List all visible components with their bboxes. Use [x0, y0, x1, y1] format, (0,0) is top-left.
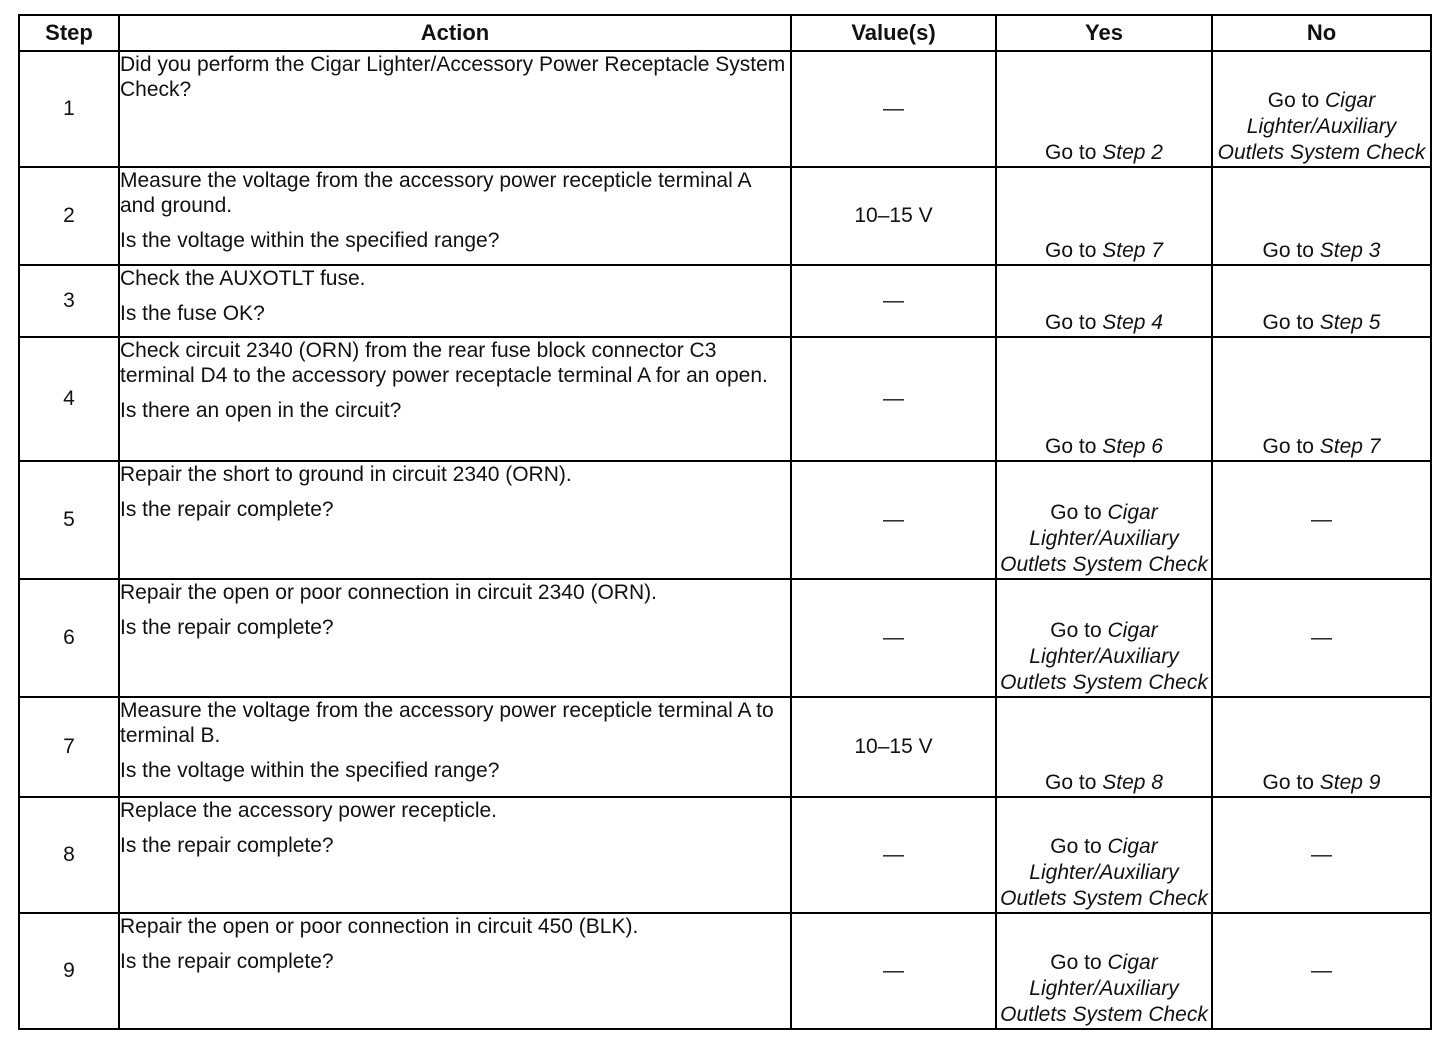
go-to-target-link[interactable]: Step 7	[1319, 435, 1381, 458]
value-cell: 10–15 V	[791, 697, 996, 797]
yes-result	[996, 697, 1212, 797]
go-to-label: Go to	[1262, 311, 1314, 334]
action-cell	[119, 265, 791, 337]
value-cell: —	[791, 797, 996, 913]
action-question: Is there an open in the circuit?	[120, 399, 402, 422]
yes-result	[996, 167, 1212, 265]
header-action: Action	[119, 15, 791, 51]
no-result	[1212, 265, 1431, 337]
table-row	[19, 579, 1431, 697]
value-cell: —	[791, 913, 996, 1029]
go-to-label: Go to	[1262, 435, 1314, 458]
action-cell	[119, 461, 791, 579]
go-to-label: Go to	[1045, 435, 1097, 458]
table-row	[19, 797, 1431, 913]
go-to-target-link[interactable]: Step 8	[1102, 771, 1163, 794]
action-question: Is the repair complete?	[120, 834, 334, 857]
action-text: Check the AUXOTLT fuse.	[120, 267, 366, 290]
no-result	[1212, 913, 1431, 1029]
go-to-target-link[interactable]: Step 3	[1319, 239, 1381, 262]
step-number: 9	[19, 913, 119, 1029]
go-to-target-link[interactable]: Cigar Lighter/Auxiliary Outlets System Check	[1000, 951, 1208, 1026]
go-to-label: Go to	[1262, 239, 1314, 262]
yes-result	[996, 265, 1212, 337]
action-text: Measure the voltage from the accessory power recepticle terminal A and ground.	[120, 169, 751, 217]
header-step: Step	[19, 15, 119, 51]
step-number: 8	[19, 797, 119, 913]
no-result	[1212, 167, 1431, 265]
header-no: No	[1212, 15, 1431, 51]
value-cell: 10–15 V	[791, 167, 996, 265]
value-cell: —	[791, 337, 996, 461]
no-result	[1212, 461, 1431, 579]
table-row	[19, 167, 1431, 265]
action-cell	[119, 697, 791, 797]
step-number: 2	[19, 167, 119, 265]
action-cell	[119, 579, 791, 697]
header-yes: Yes	[996, 15, 1212, 51]
action-cell	[119, 337, 791, 461]
step-number: 5	[19, 461, 119, 579]
action-question: Is the repair complete?	[120, 950, 334, 973]
action-cell	[119, 797, 791, 913]
table-row	[19, 461, 1431, 579]
go-to-label: Go to	[1045, 239, 1097, 262]
go-to-label: Go to	[1045, 771, 1097, 794]
yes-result	[996, 913, 1212, 1029]
not-applicable-dash: —	[1311, 843, 1332, 866]
table-row	[19, 265, 1431, 337]
action-text: Repair the short to ground in circuit 2340 (ORN).	[120, 463, 572, 486]
go-to-target-link[interactable]: Step 7	[1102, 239, 1163, 262]
action-cell	[119, 51, 791, 167]
table-row	[19, 913, 1431, 1029]
table-row	[19, 697, 1431, 797]
no-result	[1212, 797, 1431, 913]
not-applicable-dash: —	[1311, 959, 1332, 982]
go-to-label: Go to	[1050, 619, 1102, 642]
go-to-target-link[interactable]: Cigar Lighter/Auxiliary Outlets System Check	[1217, 89, 1426, 164]
go-to-label: Go to	[1050, 951, 1102, 974]
no-result	[1212, 579, 1431, 697]
go-to-label: Go to	[1267, 89, 1320, 112]
table-row	[19, 51, 1431, 167]
go-to-label: Go to	[1050, 501, 1102, 524]
go-to-target-link[interactable]: Cigar Lighter/Auxiliary Outlets System Check	[1000, 501, 1208, 576]
no-result	[1212, 697, 1431, 797]
action-cell	[119, 913, 791, 1029]
diagnostic-table	[18, 14, 1432, 1030]
not-applicable-dash: —	[1311, 508, 1332, 531]
step-number: 7	[19, 697, 119, 797]
yes-result	[996, 461, 1212, 579]
yes-result	[996, 579, 1212, 697]
action-question: Is the fuse OK?	[120, 302, 265, 325]
go-to-target-link[interactable]: Cigar Lighter/Auxiliary Outlets System Check	[1000, 835, 1208, 910]
step-number: 3	[19, 265, 119, 337]
yes-result	[996, 337, 1212, 461]
no-result	[1212, 337, 1431, 461]
action-text: Repair the open or poor connection in circuit 2340 (ORN).	[120, 581, 657, 604]
step-number: 6	[19, 579, 119, 697]
action-text: Repair the open or poor connection in circuit 450 (BLK).	[120, 915, 639, 938]
step-number: 1	[19, 51, 119, 167]
action-cell	[119, 167, 791, 265]
table-row	[19, 337, 1431, 461]
action-text: Replace the accessory power recepticle.	[120, 799, 498, 822]
value-cell: —	[791, 579, 996, 697]
go-to-target-link[interactable]: Cigar Lighter/Auxiliary Outlets System Check	[1000, 619, 1208, 694]
value-cell: —	[791, 51, 996, 167]
header-values: Value(s)	[791, 15, 996, 51]
step-number: 4	[19, 337, 119, 461]
go-to-target-link[interactable]: Step 9	[1319, 771, 1381, 794]
action-question: Is the voltage within the specified range?	[120, 759, 500, 782]
header-row	[19, 15, 1431, 51]
action-text: Check circuit 2340 (ORN) from the rear fuse block connector C3 terminal D4 to the accessory power receptacle terminal A for an open.	[120, 339, 768, 387]
action-question: Is the voltage within the specified range?	[120, 229, 500, 252]
action-question: Is the repair complete?	[120, 498, 334, 521]
go-to-target-link[interactable]: Step 2	[1102, 141, 1163, 164]
action-text: Measure the voltage from the accessory power recepticle terminal A to terminal B.	[120, 699, 774, 747]
go-to-label: Go to	[1262, 771, 1314, 794]
go-to-label: Go to	[1045, 311, 1097, 334]
action-text: Did you perform the Cigar Lighter/Accessory Power Receptacle System Check?	[120, 53, 786, 101]
yes-result	[996, 797, 1212, 913]
go-to-target-link[interactable]: Step 4	[1102, 311, 1163, 334]
action-question: Is the repair complete?	[120, 616, 334, 639]
go-to-target-link[interactable]: Step 5	[1319, 311, 1381, 334]
value-cell: —	[791, 461, 996, 579]
go-to-label: Go to	[1045, 141, 1097, 164]
no-result	[1212, 51, 1431, 167]
value-cell: —	[791, 265, 996, 337]
not-applicable-dash: —	[1311, 626, 1332, 649]
go-to-target-link[interactable]: Step 6	[1102, 435, 1163, 458]
go-to-label: Go to	[1050, 835, 1102, 858]
yes-result	[996, 51, 1212, 167]
